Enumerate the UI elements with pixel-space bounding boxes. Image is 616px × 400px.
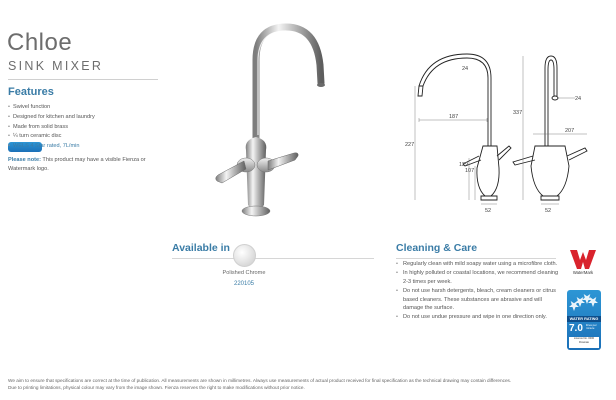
care-divider bbox=[396, 258, 556, 259]
dim-overall-height: 227 bbox=[405, 142, 415, 148]
product-image bbox=[186, 15, 346, 225]
care-list bbox=[396, 260, 561, 323]
watermark-label: WaterMark bbox=[572, 270, 594, 275]
dim-lever-height: 129 bbox=[459, 162, 469, 168]
finish-swatch bbox=[233, 244, 256, 267]
wels-rating-badge bbox=[567, 290, 601, 350]
availability-divider bbox=[172, 258, 374, 259]
dim-lever-span: 207 bbox=[565, 128, 575, 134]
care-item: • In highly polluted or coastal locations, we recommend cleaning 2-3 times per week. bbox=[396, 270, 559, 285]
feature-item-wels: • WELS 4 Star rated, 7L/min bbox=[8, 142, 42, 152]
technical-drawing bbox=[405, 38, 595, 214]
product-title: Chloe bbox=[7, 29, 73, 56]
care-item: • Do not use undue pressure and wipe in one direction only. bbox=[396, 314, 547, 321]
product-note bbox=[8, 156, 168, 173]
feature-item: • Designed for kitchen and laundry bbox=[8, 113, 95, 120]
disclaimer-line-2: Due to printing limitations, physical colour may vary from the image shown. Fienza reserves the right to make modifications without prior notice. bbox=[8, 385, 305, 391]
wels-stars-icon bbox=[570, 293, 598, 315]
availability-heading: Available in bbox=[172, 242, 230, 254]
finish-code: 220105 bbox=[233, 281, 255, 287]
dim-spout-tip: 24 bbox=[462, 66, 469, 72]
note-text: This product may have a visible Fienza or Watermark logo. bbox=[8, 157, 146, 172]
dim-base-right: 52 bbox=[545, 208, 552, 214]
feature-item: • Made from solid brass bbox=[8, 123, 68, 130]
feature-item: • ¼ turn ceramic disc bbox=[8, 133, 62, 140]
disclaimer-line-1: We aim to ensure that specifications are correct at the time of publication. All measurements are shown in millimetres. Always use measurements of actual product received for final specification as the technical drawing may contain differences. bbox=[8, 378, 512, 383]
wels-value: 7.0 bbox=[569, 323, 583, 334]
wels-band: WATER RATING bbox=[567, 316, 601, 322]
finish-name: Polished Chrome bbox=[222, 270, 266, 276]
feature-item: • Swivel function bbox=[8, 104, 51, 110]
dim-reach: 187 bbox=[449, 114, 459, 120]
dim-right-offset: 24 bbox=[575, 96, 582, 102]
dim-body-height: 107 bbox=[465, 168, 475, 174]
disclaimer bbox=[8, 377, 608, 392]
care-heading: Cleaning & Care bbox=[396, 242, 478, 254]
title-divider bbox=[8, 79, 158, 80]
dim-base-left: 52 bbox=[485, 208, 492, 214]
care-item: • Do not use harsh detergents, bleach, cream cleaners or citrus based cleaners. These substances are abrasive and will damage the surface. bbox=[396, 287, 556, 312]
features-heading: Features bbox=[8, 86, 54, 98]
wels-unit: litres per minute bbox=[586, 323, 597, 331]
dim-height: 337 bbox=[513, 110, 523, 116]
care-item: • Regularly clean with mild soapy water using a microfibre cloth. bbox=[396, 261, 558, 267]
features-list bbox=[8, 103, 95, 152]
product-type: SINK MIXER bbox=[8, 59, 104, 73]
wels-footer: Licence No. 0000 Flowrate bbox=[569, 337, 599, 348]
note-label: Please note: bbox=[8, 157, 41, 163]
